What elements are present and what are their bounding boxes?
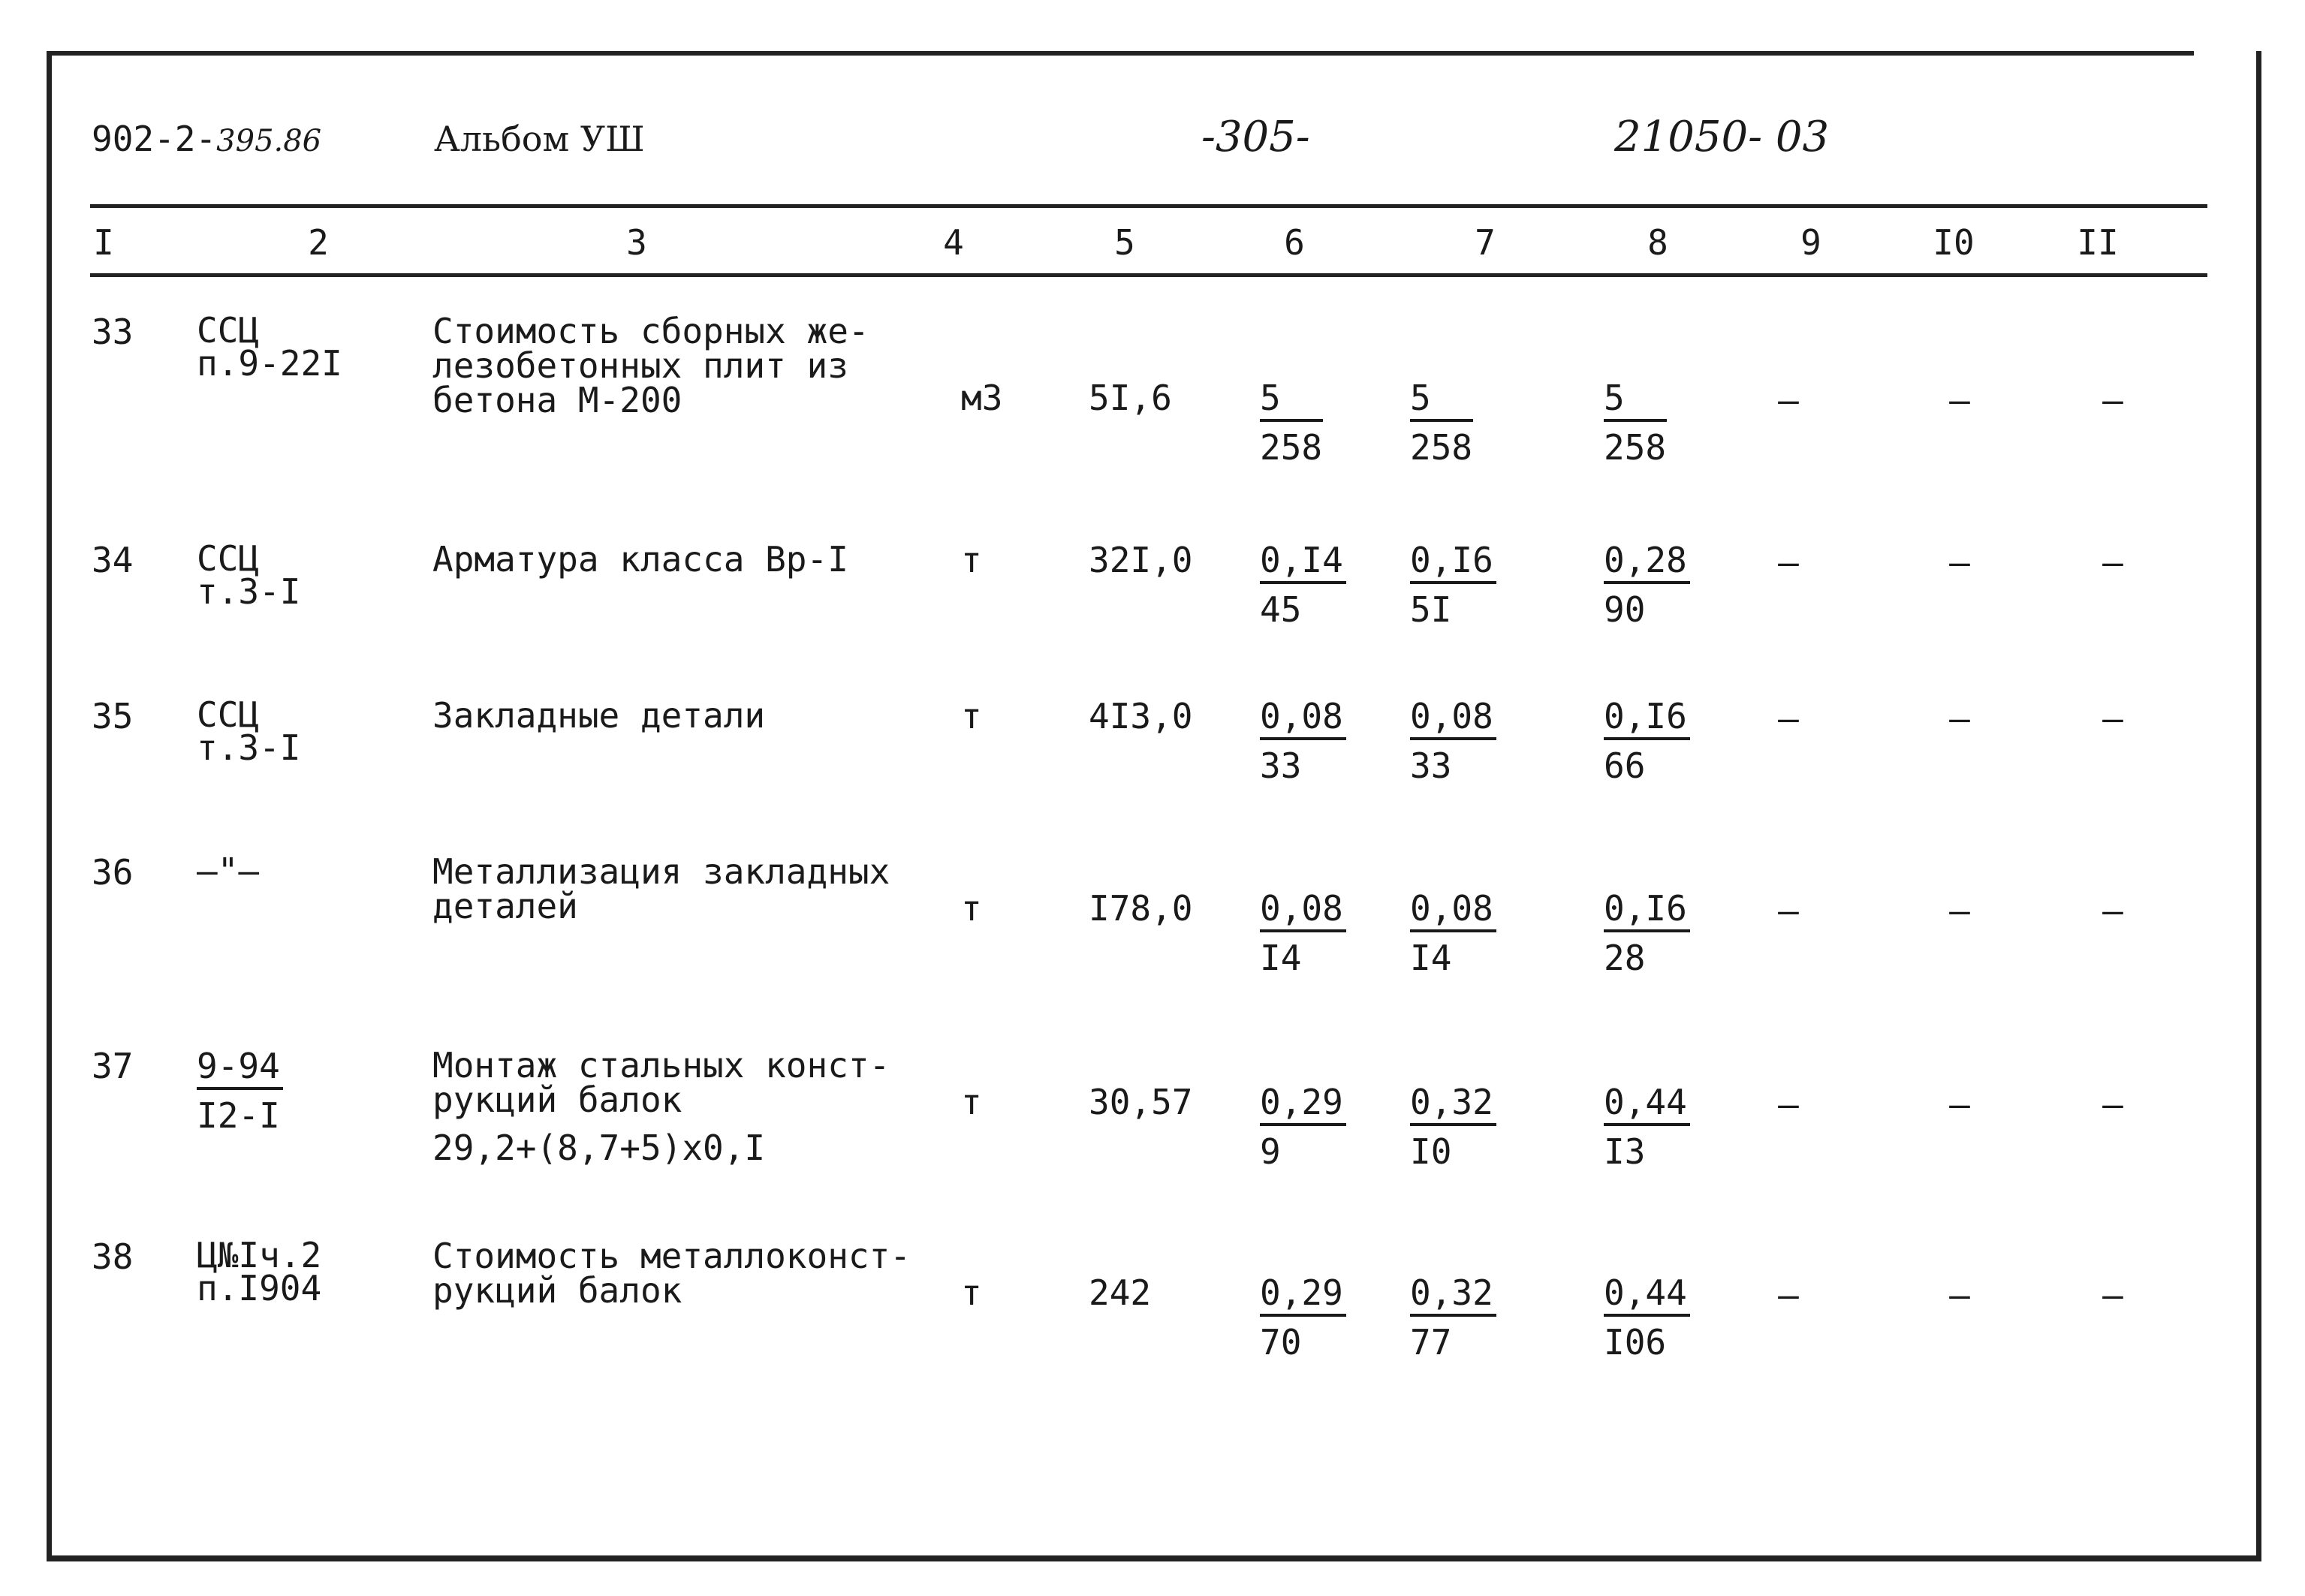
col-9: 9: [1800, 222, 1821, 263]
row-number: 38: [92, 1236, 134, 1277]
fraction-numerator: 0,08: [1260, 695, 1346, 740]
fraction-numerator: 0,I6: [1604, 887, 1690, 932]
row-c7-fraction: [1410, 887, 1496, 979]
doc-code: [92, 119, 321, 159]
row-code: ССЦ п.9-22I: [197, 310, 342, 384]
row-description-line: Закладные детали: [432, 695, 766, 736]
fraction-denominator: 70: [1260, 1322, 1302, 1363]
page-frame-top: [47, 51, 2194, 56]
row-c6-fraction: [1260, 539, 1346, 631]
col-1: I: [93, 222, 114, 263]
row-description-line: деталей: [432, 886, 578, 926]
fraction-numerator: 0,I6: [1604, 695, 1690, 740]
row-c6-fraction: [1260, 377, 1323, 468]
row-c11-dash: –: [2102, 542, 2123, 583]
row-unit: т: [961, 696, 982, 736]
fraction-numerator: 0,I6: [1410, 539, 1496, 584]
row-description: [432, 851, 890, 926]
row-quantity: I78,0: [1089, 888, 1193, 929]
row-description: [432, 539, 848, 580]
row-c9-dash: –: [1778, 380, 1799, 420]
row-description-line: Стоимость сборных же-: [432, 311, 869, 351]
fraction-numerator: 0,29: [1260, 1272, 1346, 1317]
col-10: I0: [1933, 222, 1975, 263]
fraction-numerator: 0,08: [1410, 887, 1496, 932]
fraction-denominator: I4: [1410, 938, 1452, 978]
row-description-line: бетона М-200: [432, 380, 682, 420]
row-code: Ц№Iч.2 п.I904: [197, 1235, 322, 1308]
fraction-numerator: 0,32: [1410, 1081, 1496, 1126]
col-6: 6: [1284, 222, 1305, 263]
row-c10-dash: –: [1949, 1084, 1970, 1125]
row-number: 36: [92, 852, 134, 893]
fraction-denominator: 90: [1604, 589, 1646, 630]
row-code-denominator: I2-I: [197, 1095, 280, 1136]
row-code: ССЦ т.3-I: [197, 538, 301, 612]
row-c8-fraction: [1604, 1272, 1690, 1363]
row-c7-fraction: [1410, 1272, 1496, 1363]
row-number: 33: [92, 312, 134, 352]
fraction-numerator: 0,44: [1604, 1272, 1690, 1317]
row-c9-dash: –: [1778, 542, 1799, 583]
row-c11-dash: –: [2102, 380, 2123, 420]
fraction-denominator: 258: [1410, 427, 1473, 468]
row-code: [197, 1045, 283, 1137]
row-c8-fraction: [1604, 539, 1690, 631]
row-code-numerator: 9-94: [197, 1045, 283, 1090]
row-unit: т: [961, 1082, 982, 1122]
fraction-numerator: 5: [1604, 377, 1667, 422]
fraction-denominator: I3: [1604, 1131, 1646, 1172]
row-c6-fraction: [1260, 1272, 1346, 1363]
row-c10-dash: –: [1949, 1275, 1970, 1315]
col-5: 5: [1114, 222, 1135, 263]
header-rule-top: [90, 204, 2207, 208]
row-c9-dash: –: [1778, 1084, 1799, 1125]
fraction-denominator: I0: [1410, 1131, 1452, 1172]
row-description-line: 29,2+(8,7+5)х0,I: [432, 1128, 766, 1168]
fraction-denominator: 77: [1410, 1322, 1452, 1363]
row-c8-fraction: [1604, 1081, 1690, 1173]
row-description-line: рукций балок: [432, 1270, 682, 1311]
page-number: -305-: [1201, 113, 1310, 161]
row-c10-dash: –: [1949, 380, 1970, 420]
row-number: 34: [92, 540, 134, 580]
row-c9-dash: –: [1778, 698, 1799, 739]
row-c10-dash: –: [1949, 698, 1970, 739]
row-c11-dash: –: [2102, 890, 2123, 931]
row-code: ССЦ т.3-I: [197, 694, 301, 768]
row-quantity: 242: [1089, 1272, 1152, 1313]
col-11: II: [2077, 222, 2119, 263]
row-c7-fraction: [1410, 377, 1473, 468]
fraction-denominator: I4: [1260, 938, 1302, 978]
row-c7-fraction: [1410, 539, 1496, 631]
reference-number: 21050- 03: [1614, 113, 1830, 161]
fraction-denominator: 45: [1260, 589, 1302, 630]
album-title: Альбом УШ: [434, 119, 645, 159]
col-8: 8: [1647, 222, 1668, 263]
row-c11-dash: –: [2102, 1084, 2123, 1125]
fraction-denominator: 33: [1260, 745, 1302, 786]
fraction-denominator: 5I: [1410, 589, 1452, 630]
row-description-line: рукций балок: [432, 1080, 682, 1120]
row-c7-fraction: [1410, 695, 1496, 787]
row-c8-fraction: [1604, 377, 1667, 468]
row-quantity: 32I,0: [1089, 540, 1193, 580]
fraction-denominator: 66: [1604, 745, 1646, 786]
row-c8-fraction: [1604, 695, 1690, 787]
fraction-numerator: 0,I4: [1260, 539, 1346, 584]
fraction-numerator: 0,08: [1260, 887, 1346, 932]
row-number: 35: [92, 696, 134, 736]
fraction-numerator: 0,08: [1410, 695, 1496, 740]
fraction-denominator: 258: [1260, 427, 1323, 468]
row-description-line: Монтаж стальных конст-: [432, 1045, 890, 1086]
row-unit: т: [961, 1272, 982, 1313]
fraction-denominator: 9: [1260, 1131, 1281, 1172]
row-description-line: Металлизация закладных: [432, 851, 890, 892]
fraction-numerator: 0,44: [1604, 1081, 1690, 1126]
row-unit: т: [961, 888, 982, 929]
fraction-numerator: 5: [1260, 377, 1323, 422]
row-c11-dash: –: [2102, 698, 2123, 739]
fraction-denominator: 28: [1604, 938, 1646, 978]
row-c6-fraction: [1260, 887, 1346, 979]
row-number: 37: [92, 1046, 134, 1086]
row-quantity: 4I3,0: [1089, 696, 1193, 736]
doc-code-handwritten: 395.86: [216, 124, 322, 158]
row-c9-dash: –: [1778, 1275, 1799, 1315]
fraction-denominator: 33: [1410, 745, 1452, 786]
row-c6-fraction: [1260, 1081, 1346, 1173]
fraction-numerator: 5: [1410, 377, 1473, 422]
row-c7-fraction: [1410, 1081, 1496, 1173]
row-c10-dash: –: [1949, 890, 1970, 931]
row-unit: м3: [961, 378, 1003, 418]
row-c11-dash: –: [2102, 1275, 2123, 1315]
row-c8-fraction: [1604, 887, 1690, 979]
row-description-line: Арматура класса Вр-I: [432, 539, 848, 580]
row-description: [432, 1045, 890, 1168]
row-code: –"–: [197, 851, 260, 891]
page-frame: [47, 51, 2261, 1561]
col-3: 3: [626, 222, 647, 263]
fraction-denominator: 258: [1604, 427, 1667, 468]
row-quantity: 30,57: [1089, 1082, 1193, 1122]
row-quantity: 5I,6: [1089, 378, 1172, 418]
header-rule-bottom: [90, 273, 2207, 277]
row-unit: т: [961, 540, 982, 580]
row-description: [432, 311, 869, 420]
col-7: 7: [1475, 222, 1496, 263]
row-c9-dash: –: [1778, 890, 1799, 931]
row-c6-fraction: [1260, 695, 1346, 787]
col-2: 2: [308, 222, 329, 263]
row-c10-dash: –: [1949, 542, 1970, 583]
row-description-line: Стоимость металлоконст-: [432, 1236, 911, 1276]
row-description-line: лезобетонных плит из: [432, 345, 848, 386]
fraction-denominator: I06: [1604, 1322, 1667, 1363]
row-description: [432, 695, 766, 736]
fraction-numerator: 0,32: [1410, 1272, 1496, 1317]
fraction-numerator: 0,29: [1260, 1081, 1346, 1126]
row-description: [432, 1236, 911, 1311]
fraction-numerator: 0,28: [1604, 539, 1690, 584]
doc-code-text: 902-2-: [92, 119, 217, 159]
col-4: 4: [943, 222, 964, 263]
